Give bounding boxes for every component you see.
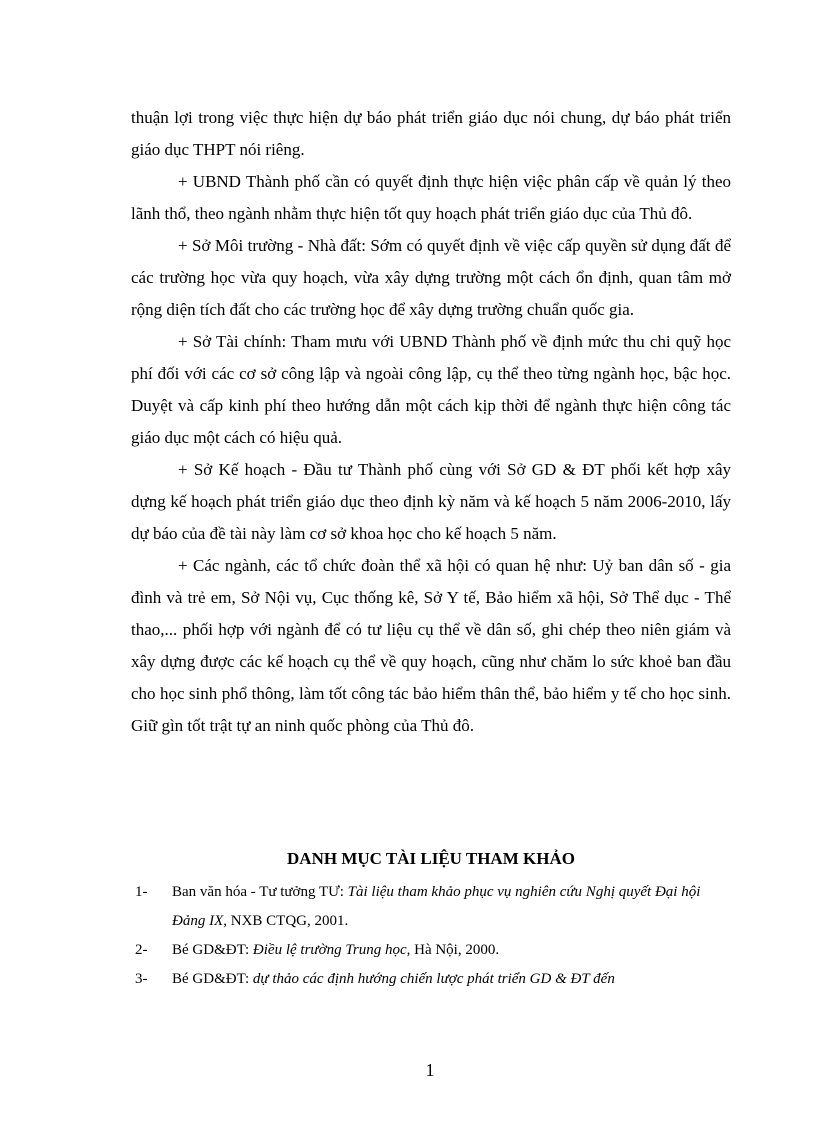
reference-number: 3- <box>135 971 148 987</box>
references-list <box>135 878 735 994</box>
paragraph-4: + Sở Tài chính: Tham mưu với UBND Thành phố về định mức thu chi quỹ học phí đối với các cơ sở công lập và ngoài công lập, cụ thể theo từng ngành học, bậc học. Duyệt và cấp kinh phí theo hướng dẫn một cách kịp thời để ngành thực hiện công tác giáo dục một cách có hiệu quả. <box>131 332 731 447</box>
paragraph-3: + Sở Môi trường - Nhà đất: Sớm có quyết định về việc cấp quyền sử dụng đất để các trường học vừa quy hoạch, vừa xây dựng trường một cách ổn định, quan tâm mở rộng diện tích đất cho các trường học để xây dựng trường chuẩn quốc gia. <box>131 236 731 319</box>
reference-publisher: , Hà Nội, 2000. <box>406 942 500 958</box>
paragraph-5: + Sở Kế hoạch - Đầu tư Thành phố cùng với Sở GD & ĐT phối kết hợp xây dựng kế hoạch phát triển giáo dục theo định kỳ năm và kế hoạch 5 năm 2006-2010, lấy dự báo của đề tài này làm cơ sở khoa học cho kế hoạch 5 năm. <box>131 460 731 543</box>
paragraph-1: thuận lợi trong việc thực hiện dự báo phát triển giáo dục nói chung, dự báo phát triển giáo dục THPT nói riêng. <box>131 108 731 159</box>
reference-text <box>172 878 735 936</box>
reference-title: Điều lệ trường Trung học <box>252 942 407 958</box>
paragraph-6: + Các ngành, các tổ chức đoàn thể xã hội có quan hệ như: Uỷ ban dân số - gia đình và trẻ em, Sở Nội vụ, Cục thống kê, Sở Y tế, Bảo hiểm xã hội, Sở Thể dục - Thể thao,... phối hợp với ngành để có tư liệu cụ thể về dân số, ghi chép theo niên giám và xây dựng được các kế hoạch cụ thể về quy hoạch, cũng như chăm lo sức khoẻ ban đầu cho học sinh phổ thông, làm tốt công tác bảo hiểm thân thể, bảo hiểm y tế cho học sinh. Giữ gìn tốt trật tự an ninh quốc phòng của Thủ đô. <box>131 556 731 735</box>
reference-title: dự thảo các định hướng chiến lược phát triển GD & ĐT đến <box>252 971 615 987</box>
paragraph-2: + UBND Thành phố cần có quyết định thực hiện việc phân cấp về quản lý theo lãnh thổ, theo ngành nhằm thực hiện tốt quy hoạch phát triển giáo dục của Thủ đô. <box>131 172 731 223</box>
reference-number: 2- <box>135 942 148 958</box>
references-title: DANH MỤC TÀI LIỆU THAM KHẢO <box>287 849 575 868</box>
reference-item <box>135 936 735 965</box>
reference-author: Bé GD&ĐT: <box>172 942 253 958</box>
reference-author: Bé GD&ĐT: <box>172 971 253 987</box>
reference-number: 1- <box>135 884 148 900</box>
reference-publisher: , NXB CTQG, 2001. <box>223 913 349 929</box>
reference-text <box>172 965 735 994</box>
reference-text <box>172 936 735 965</box>
body-text <box>131 102 731 742</box>
reference-item <box>135 878 735 936</box>
page-number: 1 <box>425 1060 435 1080</box>
reference-author: Ban văn hóa - Tư tưởng TƯ: <box>172 884 348 900</box>
reference-item <box>135 965 735 994</box>
reference-title: Tài liệu tham khảo phục vụ nghiên cứu Nghị quyết Đại hội Đảng IX <box>172 884 701 929</box>
